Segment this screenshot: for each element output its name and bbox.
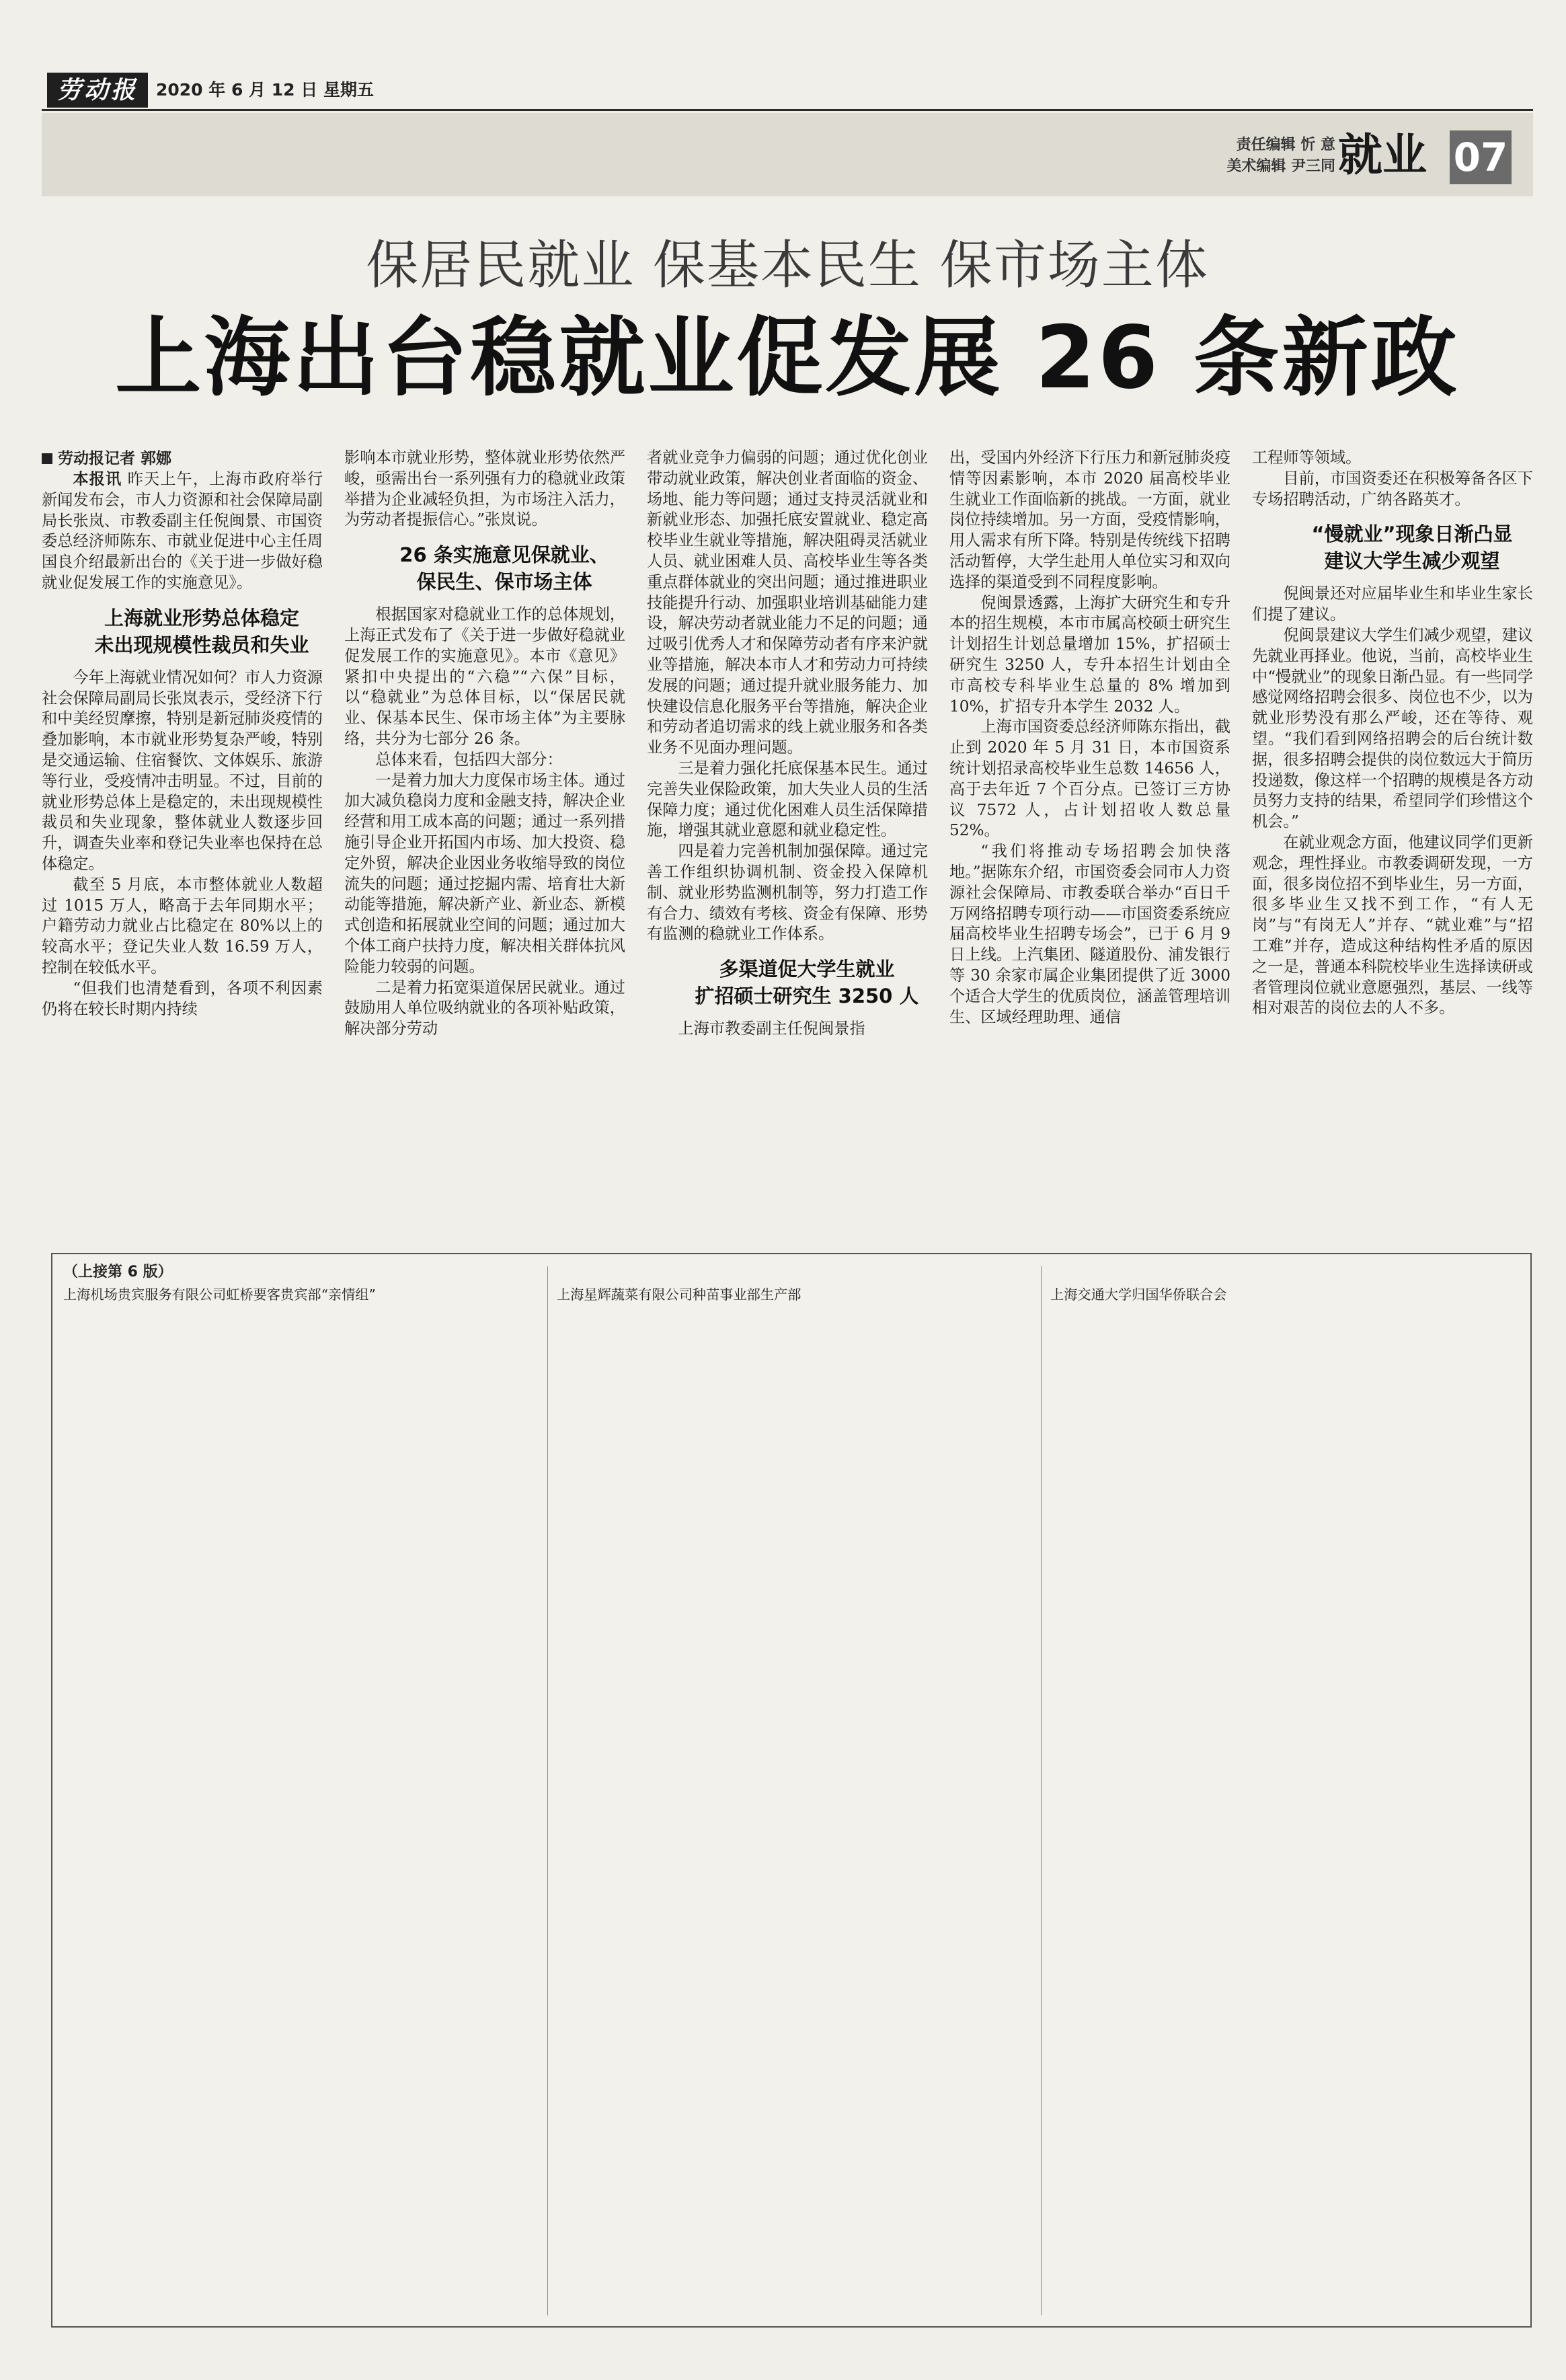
byline-text: 劳动报记者 郭娜 <box>58 450 172 467</box>
article-paragraph <box>949 717 1230 841</box>
article-paragraph <box>1252 625 1533 833</box>
article-paragraph <box>949 448 1230 593</box>
paragraph-text: 三是着力强化托底保基本民生。通过完善失业保险政策，加大失业人员的生活保障力度；通过优化困难人员生活保障措施，增强其就业意愿和就业稳定性。 <box>647 759 928 840</box>
paragraph-text: 四是着力完善机制加强保障。通过完善工作组织协调机制、资金投入保障机制、就业形势监测机制等，努力打造工作有合力、绩效有考核、资金有保障、形势有监测的稳就业工作体系。 <box>647 842 928 944</box>
headline-kicker: 保居民就业 保基本民生 保市场主体 <box>366 235 1209 296</box>
article-paragraph <box>647 841 928 945</box>
paragraph-text: 工程师等领域。 <box>1252 449 1362 467</box>
paragraph-text: 倪闽景透露，上海扩大研究生和专升本的招生规模，本市市属高校硕士研究生计划招生计划总量增加 15%，扩招硕士研究生 3250 人，专升本招生计划由全市高校专科毕业生总量的 8% 增加到 10%，扩招专升本学生 2032 人。 <box>949 593 1230 716</box>
honor-list-item: 上海交通大学归国华侨联合会 <box>1050 1287 1227 1303</box>
section-subheading <box>42 605 323 658</box>
subheading-line: “慢就业”现象日渐凸显 <box>1311 523 1513 546</box>
paragraph-text: 在就业观念方面，他建议同学们更新观念，理性择业。市教委调研发现，一方面，很多岗位招不到毕业生，另一方面，很多毕业生又找不到工作，“有人无岗”与“有岗无人”并存、“就业难”与“招工难”并存，造成这种结构性矛盾的原因之一是，普通本科院校毕业生选择读研或者管理岗位就业意愿强烈，基层、一线等相对艰苦的岗位去的人不多。 <box>1252 833 1533 1018</box>
paragraph-text: 总体来看，包括四大部分： <box>375 750 563 769</box>
article-paragraph <box>1252 584 1533 625</box>
article-column-1 <box>42 448 323 1228</box>
square-bullet-icon <box>42 453 52 464</box>
paragraph-text: 二是着力拓宽渠道保居民就业。通过鼓励用人单位吸纳就业的各项补贴政策，解决部分劳动 <box>344 978 625 1038</box>
section-subheading <box>647 956 928 1009</box>
section-subheading <box>1252 521 1533 574</box>
subheading-line: 未出现规模性裁员和失业 <box>94 633 309 656</box>
article-paragraph <box>1252 833 1533 1019</box>
honor-list-item: 上海星辉蔬菜有限公司种苗事业部生产部 <box>557 1287 801 1303</box>
paragraph-text: 影响本市就业形势，整体就业形势依然严峻，亟需出台一系列强有力的稳就业政策举措为企业减轻负担，为市场注入活力，为劳动者提振信心。”张岚说。 <box>344 449 625 529</box>
paragraph-text: 根据国家对稳就业工作的总体规划，上海正式发布了《关于进一步做好稳就业促发展工作的实施意见》。本市《意见》紧扣中央提出的“六稳”“六保”目标，以“稳就业”为总体目标，以“保居民就业、保基本民生、保市场主体”为主要脉络，共分为七部分 26 条。 <box>344 605 625 748</box>
paragraph-text: 上海市国资委总经济师陈东指出，截止到 2020 年 5 月 31 日，本市国资系统计划招录高校毕业生总数 14656 人，高于去年近 7 个百分点。已签订三方协议 7572 人，占计划招收人数总量 52%。 <box>949 718 1230 840</box>
paragraph-text: 一是着力加大力度保市场主体。通过加大减负稳岗力度和金融支持，解决企业经营和用工成本高的问题；通过一系列措施引导企业开拓国内市场、加大投资、稳定外贸，解决企业因业务收缩导致的岗位流失的问题；通过挖掘内需、培育壮大新动能等措施，解决新产业、新业态、新模式创造和拓展就业空间的问题；通过加大个体工商户扶持力度，解决相关群体抗风险能力较弱的问题。 <box>344 771 625 976</box>
subheading-line: 保民生、保市场主体 <box>416 570 592 594</box>
article-paragraph <box>344 978 625 1040</box>
article-paragraph <box>42 978 323 1020</box>
article-paragraph <box>42 469 323 594</box>
article-paragraph <box>42 875 323 978</box>
honor-list-box <box>51 1253 1532 2328</box>
main-headline: 上海出台稳就业促发展 26 条新政 <box>115 308 1460 408</box>
article-paragraph <box>344 448 625 531</box>
paragraph-text: “但我们也清楚看到，各项不利因素仍将在较长时期内持续 <box>42 978 323 1018</box>
subheading-line: 建议大学生减少观望 <box>1324 549 1500 573</box>
honor-list-item: 上海机场贵宾服务有限公司虹桥要客贵宾部“亲情组” <box>63 1287 376 1303</box>
list-column-3 <box>1050 1284 1521 1306</box>
column-divider <box>547 1266 548 2315</box>
article-paragraph <box>344 605 625 750</box>
list-column-2 <box>557 1284 1041 1306</box>
list-column-1 <box>63 1261 547 1306</box>
responsible-editor: 责任编辑 忻 意 <box>1236 137 1335 153</box>
article-column-4 <box>949 448 1230 1228</box>
editor-credits <box>1226 135 1335 178</box>
article-paragraph <box>1252 469 1533 510</box>
article-paragraph <box>42 668 323 875</box>
subheading-line: 扩招硕士研究生 3250 人 <box>695 985 919 1008</box>
continued-from-label: （上接第 6 版） <box>63 1264 173 1280</box>
publication-date: 2020 年 6 月 12 日 星期五 <box>156 80 374 100</box>
subheading-line: 26 条实施意见保就业、 <box>399 543 609 567</box>
subheading-line: 多渠道促大学生就业 <box>719 958 895 981</box>
paragraph-text: 今年上海就业情况如何？市人力资源社会保障局副局长张岚表示，受经济下行和中美经贸摩擦，特别是新冠肺炎疫情的叠加影响，本市就业形势复杂严峻，特别是交通运输、住宿餐饮、文体娱乐、旅游等行业，受疫情冲击明显。不过，目前的就业形势总体上是稳定的，未出现规模性裁员和失业现象，整体就业人数逐步回升，调查失业率和登记失业率也保持在总体稳定。 <box>42 668 323 873</box>
page-number: 07 <box>1450 130 1512 184</box>
section-name: 就业 <box>1338 128 1427 181</box>
section-subheading <box>344 541 625 595</box>
article-paragraph <box>647 448 928 759</box>
paragraph-text: 上海市教委副主任倪闽景指 <box>678 1020 865 1038</box>
paragraph-text: 倪闽景建议大学生们减少观望，建议先就业再择业。他说，当前，高校毕业生中“慢就业”的现象日渐凸显。有一些同学感觉网络招聘会很多、岗位也不少，以为就业形势没有那么严峻，还在等待、观望。“我们看到网络招聘会的后台统计数据，很多招聘会提供的岗位数远大于简历投递数，像这样一个招聘的规模是各方动员努力支持的结果，希望同学们珍惜这个机会。” <box>1252 625 1533 831</box>
article-column-2 <box>344 448 625 1228</box>
paragraph-text: 者就业竞争力偏弱的问题；通过优化创业带动就业政策，解决创业者面临的资金、场地、能力等问题；通过支持灵活就业和新就业形态、加强托底安置就业、稳定高校毕业生就业等措施，解决阻碍灵活就业人员、就业困难人员、高校毕业生等各类重点群体就业的突出问题；通过推进职业技能提升行动、加强职业培训基础能力建设，解决劳动者就业能力不足的问题；通过吸引优秀人才和保障劳动者有序来沪就业等措施，解决本市人才和劳动力可持续发展的问题；通过提升就业服务能力、加快建设信息化服务平台等措施，解决企业和劳动者追切需求的线上就业服务和各类业务不见面办理问题。 <box>647 449 928 757</box>
article-paragraph <box>647 759 928 841</box>
paragraph-text: 出，受国内外经济下行压力和新冠肺炎疫情等因素影响，本市 2020 届高校毕业生就业工作面临新的挑战。一方面，就业岗位持续增加。另一方面，受疫情影响，用人需求有所下降。特别是传统线下招聘活动暂停，大学生赴用人单位实习和双向选择的渠道受到不同程度影响。 <box>949 449 1230 591</box>
article-paragraph <box>949 841 1230 1028</box>
article-column-3 <box>647 448 928 1228</box>
art-editor: 美术编辑 尹三同 <box>1226 158 1335 175</box>
byline <box>42 448 323 469</box>
column-divider <box>1041 1266 1042 2315</box>
newspaper-logo: 劳动报 <box>47 73 148 108</box>
subheading-line: 上海就业形势总体稳定 <box>104 606 299 629</box>
paragraph-text: 截至 5 月底，本市整体就业人数超过 1015 万人，略高于去年同期水平；户籍劳动力就业占比稳定在 80%以上的较高水平；登记失业人数 16.59 万人，控制在较低水平。 <box>42 875 323 976</box>
article-paragraph <box>949 593 1230 718</box>
article-paragraph <box>344 771 625 978</box>
article-column-5 <box>1252 448 1533 1228</box>
header-rule <box>42 109 1533 111</box>
paragraph-text: 目前，市国资委还在积极筹备各区下专场招聘活动，广纳各路英才。 <box>1252 469 1533 508</box>
paragraph-text: 昨天上午，上海市政府举行新闻发布会，市人力资源和社会保障局副局长张岚、市教委副主任倪闽景、市国资委总经济师陈东、市就业促进中心主任周国良介绍最新出台的《关于进一步做好稳就业促发展工作的实施意见》。 <box>42 470 323 592</box>
article-paragraph <box>647 1019 928 1040</box>
dateline: 本报讯 <box>73 470 122 488</box>
paragraph-text: 倪闽景还对应届毕业生和毕业生家长们提了建议。 <box>1252 584 1533 624</box>
article-paragraph <box>1252 448 1533 469</box>
paragraph-text: “我们将推动专场招聘会加快落地。”据陈东介绍，市国资委会同市人力资源社会保障局、市教委联合举办“百日千万网络招聘专项行动——市国资委系统应届高校毕业生招聘专场会”，已于 6 月 9 日上线。上汽集团、隧道股份、浦发银行等 30 余家市属企业集团提供了近 3000 个适合大学生的优质岗位，涵盖管理培训生、区域经理助理、通信 <box>949 842 1230 1026</box>
article-paragraph <box>344 750 625 771</box>
